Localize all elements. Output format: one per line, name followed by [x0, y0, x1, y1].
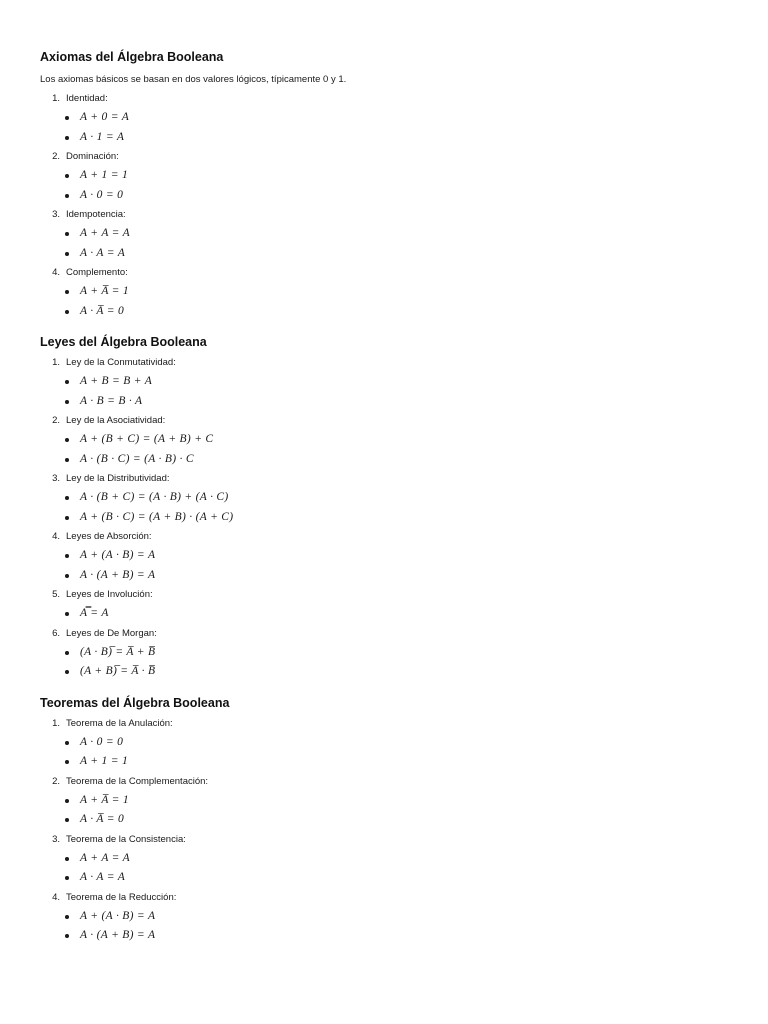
formula: A + A = A [80, 851, 130, 864]
formula: A · A = A [80, 871, 126, 883]
item-number: 4. [52, 531, 60, 542]
numbered-list [40, 89, 740, 321]
formula: A · (B · C) = (A · B) · C [80, 452, 194, 465]
formula: A + 1 = 1 [80, 169, 129, 181]
item-label: Leyes de Absorción: [66, 531, 152, 542]
formula: (A · B)̅ = A̅ + B̅ [80, 645, 156, 658]
item-label: Teorema de la Anulación: [66, 717, 173, 729]
list-item [40, 89, 740, 147]
item-label: Idempotencia: [66, 209, 126, 220]
formula-item [40, 662, 740, 682]
formula-list [40, 604, 740, 624]
item-label: Ley de la Distributividad: [66, 473, 170, 484]
item-label: Dominación: [66, 151, 119, 162]
formula-list [40, 643, 740, 682]
formula-item [40, 907, 740, 927]
numbered-list [40, 714, 740, 946]
formula: A · 0 = 0 [80, 735, 124, 748]
formula-item [40, 224, 740, 244]
formula: A + B = B + A [80, 375, 153, 387]
formula: A + (B · C) = (A + B) · (A + C) [80, 510, 234, 523]
formula-list [40, 791, 740, 830]
item-number: 6. [52, 627, 60, 639]
formula-item [40, 566, 740, 586]
list-item [40, 585, 740, 624]
numbered-list [40, 353, 740, 682]
formula-item [40, 508, 740, 528]
formula-item [40, 733, 740, 753]
section-intro: Los axiomas básicos se basan en dos valores lógicos, típicamente 0 y 1. [40, 74, 347, 85]
list-item [40, 353, 740, 411]
formula: (A + B)̅ = A̅ · B̅ [80, 665, 156, 677]
formula-item [40, 643, 740, 663]
list-item [40, 830, 740, 888]
item-label: Leyes de De Morgan: [66, 627, 157, 639]
formula-item [40, 926, 740, 946]
list-item [40, 527, 740, 585]
item-number: 1. [52, 357, 60, 368]
formula-list [40, 849, 740, 888]
formula-item [40, 372, 740, 392]
formula: A · (B + C) = (A · B) + (A · C) [80, 491, 229, 503]
formula-item [40, 849, 740, 869]
formula-list [40, 108, 740, 147]
formula: A · 0 = 0 [80, 188, 124, 201]
formula-item [40, 604, 740, 624]
formula: A + A̅ = 1 [80, 793, 129, 806]
list-item [40, 411, 740, 469]
formula: A · A̅ = 0 [80, 813, 125, 825]
item-label: Teorema de la Reducción: [66, 891, 177, 903]
formula-item [40, 752, 740, 772]
item-label: Ley de la Asociatividad: [66, 415, 166, 426]
list-item [40, 205, 740, 263]
item-label: Leyes de Involución: [66, 589, 153, 600]
list-item [40, 263, 740, 321]
formula-item [40, 166, 740, 186]
formula-item [40, 128, 740, 148]
document-page [40, 46, 740, 946]
formula-list [40, 166, 740, 205]
item-number: 4. [52, 891, 60, 903]
formula-item [40, 302, 740, 322]
formula: A̿ = A [80, 607, 109, 619]
section-axiomas [40, 46, 740, 321]
list-item [40, 624, 740, 682]
formula: A + (A · B) = A [80, 549, 156, 561]
item-number: 1. [52, 717, 60, 729]
formula: A + 1 = 1 [80, 755, 129, 767]
item-label: Teorema de la Complementación: [66, 775, 209, 787]
formula-item [40, 791, 740, 811]
list-item [40, 888, 740, 946]
formula-item [40, 810, 740, 830]
formula-list [40, 224, 740, 263]
section-title: Teoremas del Álgebra Booleana [40, 695, 230, 710]
formula-list [40, 372, 740, 411]
section-title: Leyes del Álgebra Booleana [40, 335, 207, 349]
formula-item [40, 186, 740, 206]
formula-item [40, 430, 740, 450]
section-title: Axiomas del Álgebra Booleana [40, 50, 224, 64]
formula: A · B = B · A [80, 394, 143, 407]
item-number: 5. [52, 589, 60, 600]
item-label: Complemento: [66, 267, 128, 278]
item-number: 4. [52, 267, 60, 278]
formula: A + A̅ = 1 [80, 285, 129, 297]
item-label: Identidad: [66, 93, 108, 104]
formula: A + (A · B) = A [80, 909, 156, 922]
formula-item [40, 868, 740, 888]
formula-item [40, 546, 740, 566]
list-item [40, 714, 740, 772]
list-item [40, 147, 740, 205]
item-number: 2. [52, 775, 60, 787]
formula-list [40, 488, 740, 527]
formula-item [40, 282, 740, 302]
section-leyes [40, 331, 740, 682]
formula: A + A = A [80, 227, 130, 239]
formula: A · 1 = A [80, 130, 125, 143]
formula-list [40, 907, 740, 946]
formula-item [40, 488, 740, 508]
item-number: 3. [52, 473, 60, 484]
formula-list [40, 733, 740, 772]
section-teoremas [40, 692, 740, 946]
formula: A · A̅ = 0 [80, 304, 125, 317]
list-item [40, 772, 740, 830]
formula-list [40, 282, 740, 321]
formula-item [40, 392, 740, 412]
list-item [40, 469, 740, 527]
item-number: 2. [52, 151, 60, 162]
formula-item [40, 244, 740, 264]
formula: A + 0 = A [80, 111, 130, 123]
item-number: 3. [52, 209, 60, 220]
formula: A + (B + C) = (A + B) + C [80, 433, 214, 445]
formula-list [40, 546, 740, 585]
item-label: Teorema de la Consistencia: [66, 833, 186, 845]
formula: A · (A + B) = A [80, 568, 156, 581]
formula-item [40, 450, 740, 470]
item-number: 2. [52, 415, 60, 426]
item-number: 1. [52, 93, 60, 104]
formula: A · (A + B) = A [80, 929, 156, 941]
formula-list [40, 430, 740, 469]
formula-item [40, 108, 740, 128]
formula: A · A = A [80, 246, 126, 259]
item-label: Ley de la Conmutatividad: [66, 357, 176, 368]
item-number: 3. [52, 833, 60, 845]
